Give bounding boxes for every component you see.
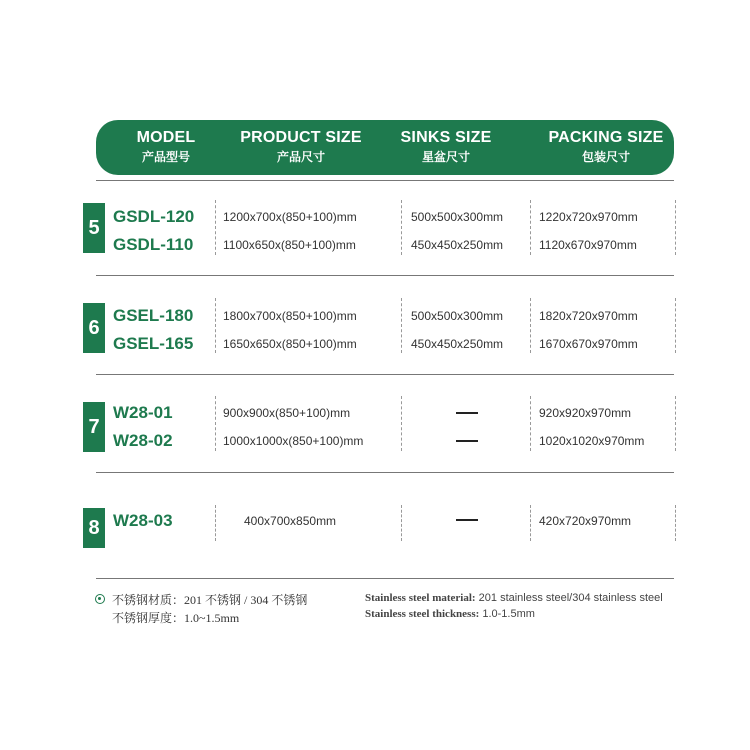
column-divider bbox=[215, 396, 216, 451]
group-number-badge: 7 bbox=[83, 402, 105, 452]
model-name: W28-01 bbox=[113, 403, 173, 422]
product-size: 1650x650x(850+100)mm bbox=[223, 337, 357, 351]
packing-size: 920x920x970mm bbox=[539, 406, 632, 420]
model-name: GSDL-120 bbox=[113, 207, 195, 226]
product-size: 1100x650x(850+100)mm bbox=[223, 238, 356, 252]
group-number-badge: 5 bbox=[83, 203, 105, 253]
model-name: W28-03 bbox=[113, 511, 173, 530]
header-packing-en: PACKING SIZE bbox=[548, 129, 664, 146]
no-sink-dash bbox=[456, 519, 478, 521]
note-en-material bbox=[365, 592, 663, 604]
model-name: GSDL-110 bbox=[113, 235, 194, 254]
column-divider bbox=[401, 396, 402, 451]
sinks-size: 450x450x250mm bbox=[411, 238, 504, 252]
header-sinks-en: SINKS SIZE bbox=[400, 129, 492, 146]
note-en-thickness bbox=[365, 608, 535, 620]
model-name: GSEL-180 bbox=[113, 306, 194, 325]
header-product bbox=[231, 129, 371, 165]
header-product-en: PRODUCT SIZE bbox=[240, 129, 362, 146]
column-divider bbox=[530, 396, 531, 451]
column-divider bbox=[675, 200, 676, 255]
product-size: 400x700x850mm bbox=[244, 514, 337, 528]
divider-line bbox=[96, 180, 674, 181]
circle-bullet-icon bbox=[95, 594, 105, 604]
column-divider bbox=[530, 200, 531, 255]
group-number-badge: 8 bbox=[83, 508, 105, 548]
product-size: 1800x700x(850+100)mm bbox=[223, 309, 357, 323]
column-divider bbox=[401, 505, 402, 541]
divider-line bbox=[96, 472, 674, 473]
note-zh-thickness: 不锈钢厚度：1.0~1.5mm bbox=[112, 611, 240, 625]
packing-size: 1820x720x970mm bbox=[539, 309, 638, 323]
column-divider bbox=[215, 200, 216, 255]
packing-size: 420x720x970mm bbox=[539, 514, 632, 528]
model-name: W28-02 bbox=[113, 431, 173, 450]
header-packing bbox=[536, 129, 676, 165]
product-size: 1200x700x(850+100)mm bbox=[223, 210, 357, 224]
note-en-thickness-label: Stainless steel thickness: bbox=[365, 608, 480, 620]
sinks-size: 500x500x300mm bbox=[411, 210, 504, 224]
header-product-zh: 产品尺寸 bbox=[276, 150, 325, 164]
column-divider bbox=[675, 396, 676, 451]
sinks-size: 450x450x250mm bbox=[411, 337, 504, 351]
packing-size: 1670x670x970mm bbox=[539, 337, 638, 351]
column-divider bbox=[401, 200, 402, 255]
column-divider bbox=[401, 298, 402, 353]
packing-size: 1120x670x970mm bbox=[539, 238, 637, 252]
packing-size: 1020x1020x970mm bbox=[539, 434, 645, 448]
note-en-material-label: Stainless steel material: bbox=[365, 592, 476, 604]
column-divider bbox=[215, 505, 216, 541]
packing-size: 1220x720x970mm bbox=[539, 210, 638, 224]
note-zh-material: 不锈钢材质：201 不锈钢 / 304 不锈钢 bbox=[112, 593, 308, 607]
table-header bbox=[96, 120, 674, 175]
column-divider bbox=[675, 505, 676, 541]
no-sink-dash bbox=[456, 412, 478, 414]
column-divider bbox=[215, 298, 216, 353]
column-divider bbox=[530, 505, 531, 541]
product-size: 1000x1000x(850+100)mm bbox=[223, 434, 364, 448]
header-model-en: MODEL bbox=[136, 129, 196, 146]
no-sink-dash bbox=[456, 440, 478, 442]
note-en-thickness-value: 1.0-1.5mm bbox=[482, 608, 535, 620]
sinks-size: 500x500x300mm bbox=[411, 309, 504, 323]
header-model bbox=[116, 129, 216, 165]
header-packing-zh: 包装尺寸 bbox=[581, 150, 630, 164]
header-sinks-zh: 星盆尺寸 bbox=[421, 150, 470, 164]
divider-line bbox=[96, 578, 674, 579]
column-divider bbox=[530, 298, 531, 353]
column-divider bbox=[675, 298, 676, 353]
model-name: GSEL-165 bbox=[113, 334, 194, 353]
header-model-zh: 产品型号 bbox=[141, 150, 190, 164]
group-number-badge: 6 bbox=[83, 303, 105, 353]
note-en-material-value: 201 stainless steel/304 stainless steel bbox=[478, 592, 663, 604]
product-size: 900x900x(850+100)mm bbox=[223, 406, 351, 420]
divider-line bbox=[96, 374, 674, 375]
divider-line bbox=[96, 275, 674, 276]
header-sinks bbox=[391, 129, 501, 165]
